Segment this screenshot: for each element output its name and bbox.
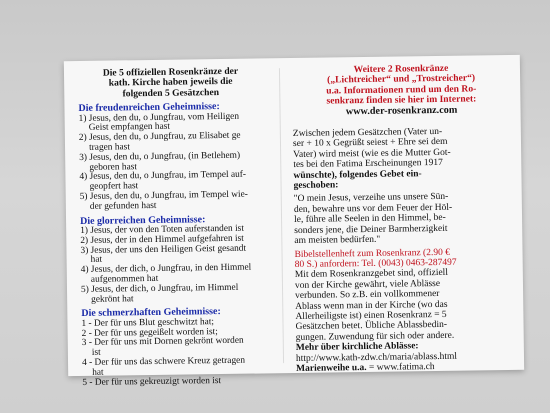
- para-line: Zwischen jedem Gesätzchen (Vater un-: [292, 126, 443, 140]
- prayer-paragraph: [288, 188, 519, 246]
- para-line: Ablass wenn man in der Kirche (wo das: [295, 299, 448, 312]
- para-line: wünschte), folgendes Gebet ein-: [293, 168, 422, 181]
- order-line: Bibelstellenheft zum Rosenkranz (2.90 €: [294, 247, 451, 260]
- ablass-url-link[interactable]: http://www.kath-zdw.ch/maria/ablass.html: [295, 351, 458, 364]
- list-sorrowful: [67, 317, 279, 389]
- list-item: 1) Jesus, der von den Toten auferstanden ist: [80, 223, 244, 236]
- prayer-line: sonders jene, die Deiner Barmherzigkeit: [294, 223, 448, 236]
- list-item: 5) Jesus, den du, o Jungfrau, im Tempel wie-: [79, 189, 248, 202]
- para-line: Vater) wird meist (wie es die Mutter Got-: [293, 147, 451, 160]
- list-item-cont: gekrönt hat: [91, 293, 134, 305]
- para-line: ser + 10 x Gegrüßt seiest + Ehre sei dem: [292, 137, 448, 150]
- list-item: 1) Jesus, den du, o Jungfrau, vom Heiligen: [78, 111, 240, 124]
- right-title-line: („Lichtreicher“ und „Trostreicher“): [327, 72, 476, 86]
- left-title-line: kath. Kirche haben jeweils die: [108, 76, 233, 89]
- indulgence-paragraph: [289, 267, 520, 343]
- list-item-cont: Geist empfangen hast: [88, 122, 171, 134]
- left-title-line: Die 5 offiziellen Rosenkränze der: [102, 65, 239, 79]
- list-glorious: [66, 224, 278, 305]
- para-line: gungen. Zuwendung für sich oder andere.: [295, 330, 455, 343]
- order-info: [288, 243, 518, 270]
- list-item: 4 - Der für uns das schwere Kreuz getragen: [81, 355, 246, 368]
- intro-paragraph: [287, 123, 518, 192]
- right-title-line: senkranz finden sie hier im Internet:: [326, 93, 477, 107]
- list-item: 4) Jesus, der dich, o Jungfrau, in den Himmel: [80, 262, 252, 276]
- prayer-line: den, bewahre uns vor dem Feuer der Höl-: [293, 202, 453, 215]
- list-item: 3) Jesus, der uns den Heiligen Geist gesandt: [80, 243, 247, 256]
- list-item: 5 - Der für uns gekreuzigt worden ist: [82, 375, 222, 388]
- list-item-cont: tragen hast: [88, 142, 130, 153]
- section-heading-text: Die freudenreichen Geheimnisse:: [78, 101, 220, 115]
- list-item: 5) Jesus, der dich, o Jungfrau, im Himmel: [80, 282, 239, 295]
- list-item-cont: geopfert hast: [89, 181, 139, 193]
- list-item: 4) Jesus, den du, o Jungfrau, im Tempel auf-: [79, 170, 247, 183]
- para-line: Gesätzchen betet. Übliche Ablassbedin-: [295, 320, 448, 333]
- list-item: 3 - Der für uns mit Dornen gekrönt worden: [81, 336, 244, 349]
- more-heading: Mehr über kirchliche Ablässe:: [295, 341, 419, 354]
- right-column: [286, 55, 520, 373]
- para-line: geschoben:: [293, 180, 339, 192]
- marienweihe-label: Marienweihe u.a.: [296, 362, 367, 374]
- section-heading-text: Die schmerzhaften Geheimnisse:: [81, 306, 221, 320]
- list-item-cont: der gefunden hast: [89, 200, 157, 212]
- list-item: 2) Jesus, den du, o Jungfrau, zu Elisabet ge: [78, 130, 241, 144]
- right-title-line: Weitere 2 Rosenkränze: [353, 62, 449, 76]
- more-info: [290, 340, 520, 374]
- para-line: Allerheiligste ist) einen Rosenkranz = 5: [295, 309, 447, 322]
- list-item: 2 - Der für uns gegeißelt worden ist;: [81, 326, 218, 339]
- list-joyful: [65, 112, 277, 213]
- prayer-line: am meisten bedürfen.": [294, 234, 381, 247]
- list-item-cont: ist: [91, 347, 101, 359]
- website-link[interactable]: www.der-rosenkranz.com: [345, 104, 458, 117]
- para-line: tes bei den Fatima Erscheinungen 1917: [293, 158, 443, 171]
- fatima-url-link[interactable]: = www.fatima.ch: [368, 362, 435, 373]
- list-item-cont: hat: [90, 255, 103, 266]
- prayer-line: "O mein Jesus, verzeihe uns unsere Sün-: [293, 192, 449, 205]
- list-item-cont: hat: [92, 367, 104, 378]
- left-title-line: folgenden 5 Gesätzchen: [122, 86, 220, 100]
- right-title-line: u.a. Informationen rund um den Ro-: [326, 83, 477, 97]
- left-column: [64, 58, 279, 388]
- column-divider: [279, 68, 284, 363]
- list-item-cont: geboren hast: [89, 161, 138, 173]
- prayer-line: le, führe alle Seelen in den Himmel, be-: [293, 213, 446, 226]
- list-item: 2) Jesus, der in den Himmel aufgefahren ist: [80, 233, 244, 246]
- list-item-cont: aufgenommen hat: [90, 273, 159, 285]
- section-heading-text: Die glorreichen Geheimnisse:: [79, 213, 206, 227]
- right-title: [286, 55, 517, 118]
- para-line: von der Kirche gewährt, viele Ablässe: [294, 278, 441, 291]
- order-line: 80 S.) anfordern: Tel. (0043) 0463-287497: [294, 257, 457, 270]
- para-line: verbunden. So z.B. ein vollkommener: [295, 289, 440, 302]
- list-item: 3) Jesus, den du, o Jungfrau, (in Betlehem): [79, 150, 241, 163]
- prayer-card: [64, 55, 524, 388]
- marienweihe-line: [296, 361, 514, 374]
- para-line: Mit dem Rosenkranzgebet sind, offiziell: [294, 268, 448, 281]
- list-item: 1 - Der für uns Blut geschwitzt hat;: [81, 316, 215, 329]
- left-title: [64, 58, 276, 100]
